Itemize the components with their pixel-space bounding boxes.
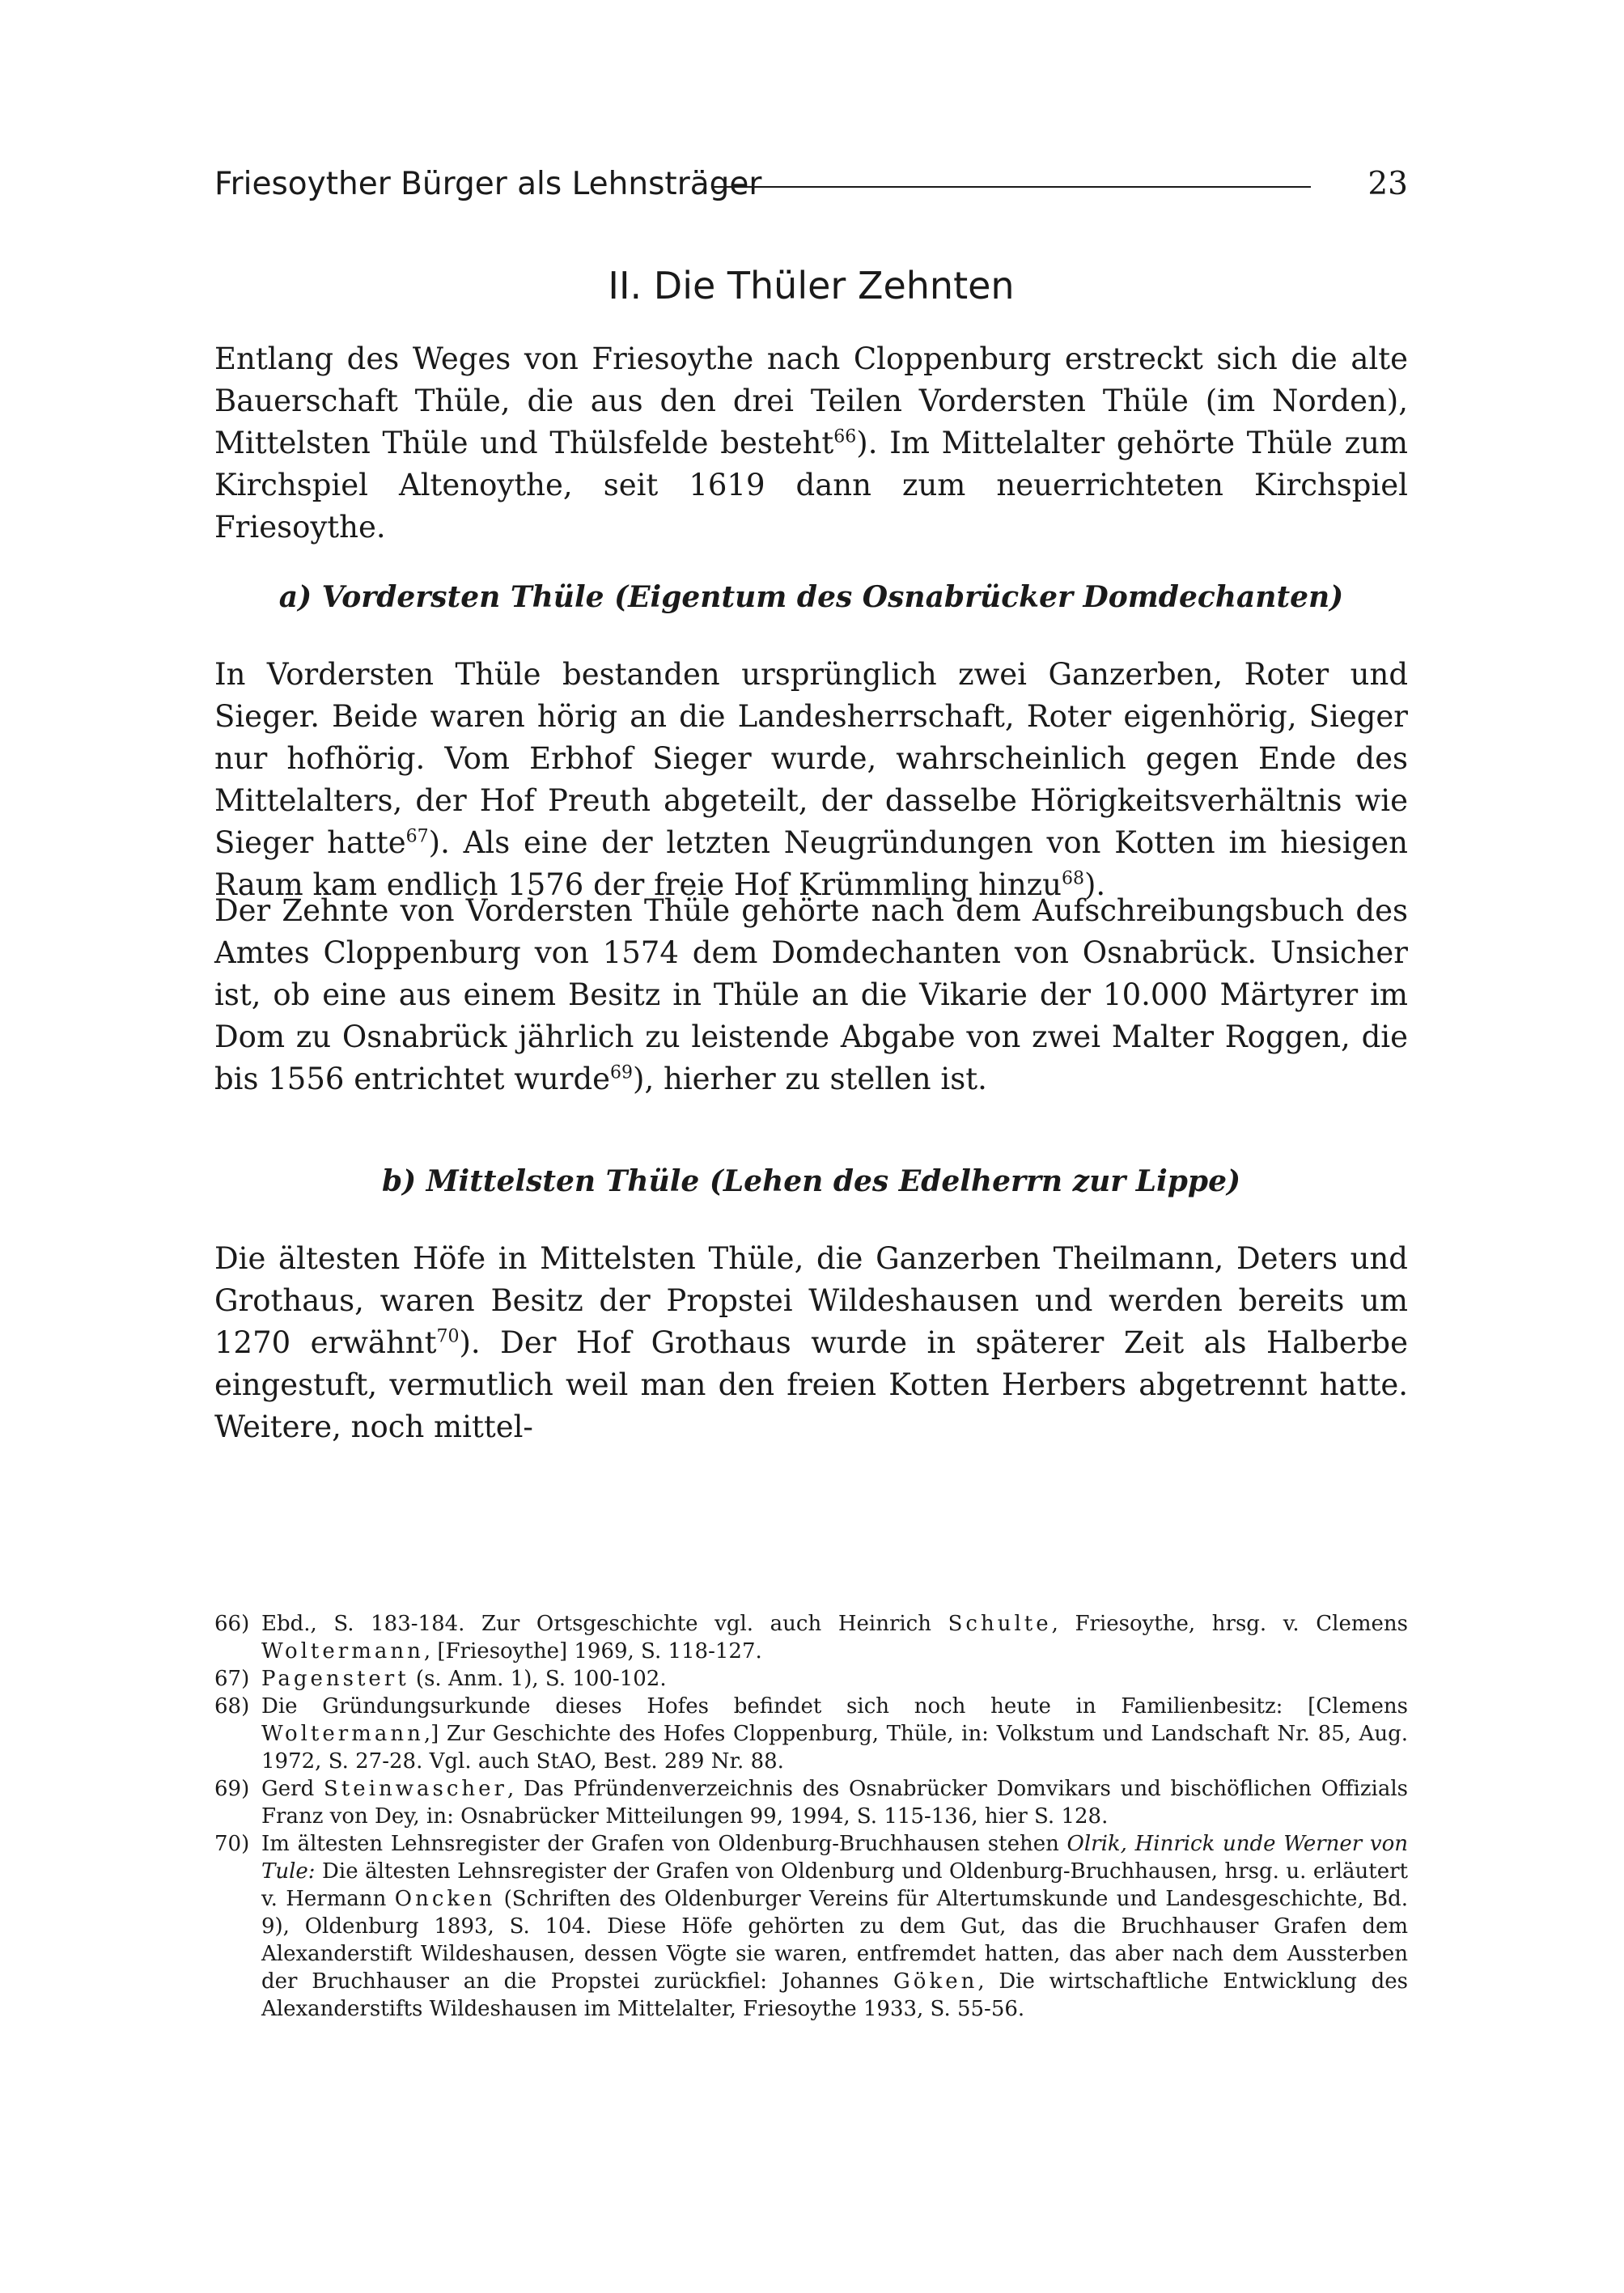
- footnote-text: Im ältesten Lehnsregister der Grafen von Oldenburg-Bruchhausen stehen: [261, 1832, 1067, 1856]
- footnote-text: (Schriften des Oldenburger Vereins für Altertumskunde und Landesgeschichte, Bd. 9), Oldenburg 1893, S. 104. Diese Höfe gehörten zu dem Gut, das die Bruchhauser Grafen dem Alexanderstift Wildeshausen, dessen Vögte sie waren, entfremdet hatten, das aber nach dem Aussterben der Bruchhauser an die Propstei zurückfiel: Johannes: [261, 1887, 1408, 1994]
- footnote-text: (s. Anm. 1), S. 100-102.: [409, 1667, 667, 1691]
- footnote-text: , [Friesoythe] 1969, S. 118-127.: [423, 1639, 762, 1664]
- author-name: Pagenstert: [261, 1667, 409, 1691]
- footnote-text: , Das Pfründenverzeichnis des Osnabrücker Domvikars und bischöflichen Offizials Franz von Dey, in: Osnabrücker Mitteilungen 99, 1994, S. 115-136, hier S. 128.: [261, 1777, 1408, 1829]
- footnote-text: Gerd: [261, 1777, 324, 1801]
- paragraph-text: ).: [1083, 867, 1106, 902]
- paragraph-text: In Vordersten Thüle bestanden ursprünglich zwei Ganzerben, Roter und Sieger. Beide waren hörig an die Landesherrschaft, Roter eigenhörig, Sieger nur hofhörig. Vom Erbhof Sieger wurde, wahrscheinlich gegen Ende des Mittelalters, der Hof Preuth abgeteilt, der dasselbe Hörigkeitsverhältnis wie Sieger hatte: [214, 657, 1408, 860]
- footnote-69: [214, 1775, 1408, 1830]
- paragraph-text: ). Der Hof Grothaus wurde in späterer Zeit als Halberbe eingestuft, vermutlich weil man den freien Kotten Herbers abgetrennt hatte. Weitere, noch mittel-: [214, 1325, 1409, 1444]
- intro-paragraph: [214, 338, 1408, 549]
- footnote-text: Die Gründungsurkunde dieses Hofes befindet sich noch heute in Familienbesitz: [Clemens: [261, 1694, 1408, 1719]
- footnote-70: [214, 1830, 1408, 2023]
- author-name: Göken: [893, 1969, 978, 1994]
- footnote-text: , Die wirtschaftliche Entwicklung des Alexanderstifts Wildeshausen im Mittelalter, Friesoythe 1933, S. 55-56.: [261, 1969, 1409, 2021]
- quoted-names: Olrik, Hinrick unde Werner von Tule:: [261, 1832, 1408, 1884]
- footnote-text: Ebd., S. 183-184. Zur Ortsgeschichte vgl. auch Heinrich: [261, 1612, 948, 1636]
- intro-text-cont: ). Im Mittelalter gehörte Thüle zum Kirchspiel Altenoythe, seit 1619 dann zum neuerrichteten Kirchspiel Friesoythe.: [214, 426, 1408, 545]
- paragraph-text: Der Zehnte von Vordersten Thüle gehörte nach dem Aufschreibungsbuch des Amtes Cloppenburg von 1574 dem Domdechanten von Osnabrück. Unsicher ist, ob eine aus einem Besitz in Thüle an die Vikarie der 10.000 Märtyrer im Dom zu Osnabrück jährlich zu leistende Abgabe von zwei Malter Roggen, die bis 1556 entrichtet wurde: [214, 893, 1408, 1096]
- footnote-number: 70): [214, 1832, 250, 1856]
- footnote-ref-70: 70: [436, 1326, 460, 1347]
- footnote-66: [214, 1610, 1408, 1665]
- paragraph-text: ). Als eine der letzten Neugründungen von Kotten im hiesigen Raum kam endlich 1576 der freie Hof Krümmling hinzu: [214, 825, 1408, 902]
- footnote-text: Die ältesten Lehnsregister der Grafen von Oldenburg und Oldenburg-Bruchhausen, hrsg. u. erläutert v. Hermann: [261, 1859, 1408, 1911]
- running-title: Friesoyther Bürger als Lehnsträger: [214, 166, 762, 202]
- author-name: Steinwascher: [324, 1777, 507, 1801]
- footnote-ref-69: 69: [610, 1062, 634, 1083]
- author-name: Oncken: [394, 1887, 496, 1911]
- paragraph-text: ), hierher zu stellen ist.: [633, 1062, 987, 1096]
- subsection-a-paragraph-1: [214, 654, 1408, 906]
- footnote-number: 69): [214, 1777, 250, 1801]
- section-title: II. Die Thüler Zehnten: [608, 264, 1015, 307]
- running-header: [214, 160, 1408, 209]
- paragraph-text: Die ältesten Höfe in Mittelsten Thüle, die Ganzerben Theilmann, Deters und Grothaus, waren Besitz der Propstei Wildeshausen und werden bereits um 1270 erwähnt: [214, 1241, 1408, 1360]
- subsection-a-paragraph-2: [214, 890, 1408, 1100]
- footnote-ref-66: 66: [833, 426, 857, 447]
- footnote-ref-67: 67: [405, 826, 429, 847]
- subsection-b-heading: b) Mittelsten Thüle (Lehen des Edelherrn zur Lippe): [381, 1164, 1241, 1198]
- footnote-number: 66): [214, 1612, 250, 1636]
- subsection-a-heading: a) Vordersten Thüle (Eigentum des Osnabrücker Domdechanten): [278, 580, 1344, 614]
- footnote-ref-68: 68: [1061, 868, 1084, 889]
- footnote-number: 67): [214, 1667, 250, 1691]
- footnote-text: ,] Zur Geschichte des Hofes Cloppenburg, Thüle, in: Volkstum und Landschaft Nr. 85, Aug. 1972, S. 27-28. Vgl. auch StAO, Best. 289 Nr. 88.: [261, 1722, 1408, 1774]
- author-name: Woltermann: [261, 1639, 424, 1664]
- author-name: Schulte: [948, 1612, 1052, 1636]
- intro-text: Entlang des Weges von Friesoythe nach Cloppenburg erstreckt sich die alte Bauerschaft Thüle, die aus den drei Teilen Vordersten Thüle (im Norden), Mittelsten Thüle und Thülsfelde besteht: [214, 341, 1408, 460]
- footnote-text: , Friesoythe, hrsg. v. Clemens: [1051, 1612, 1408, 1636]
- header-rule: [712, 186, 1311, 188]
- footnote-67: [214, 1665, 1408, 1693]
- page-number: 23: [1367, 166, 1408, 202]
- footnotes: [214, 1610, 1408, 2023]
- footnote-68: [214, 1693, 1408, 1775]
- footnote-number: 68): [214, 1694, 250, 1719]
- subsection-b-paragraph-1: [214, 1238, 1408, 1448]
- author-name: Woltermann: [261, 1722, 424, 1746]
